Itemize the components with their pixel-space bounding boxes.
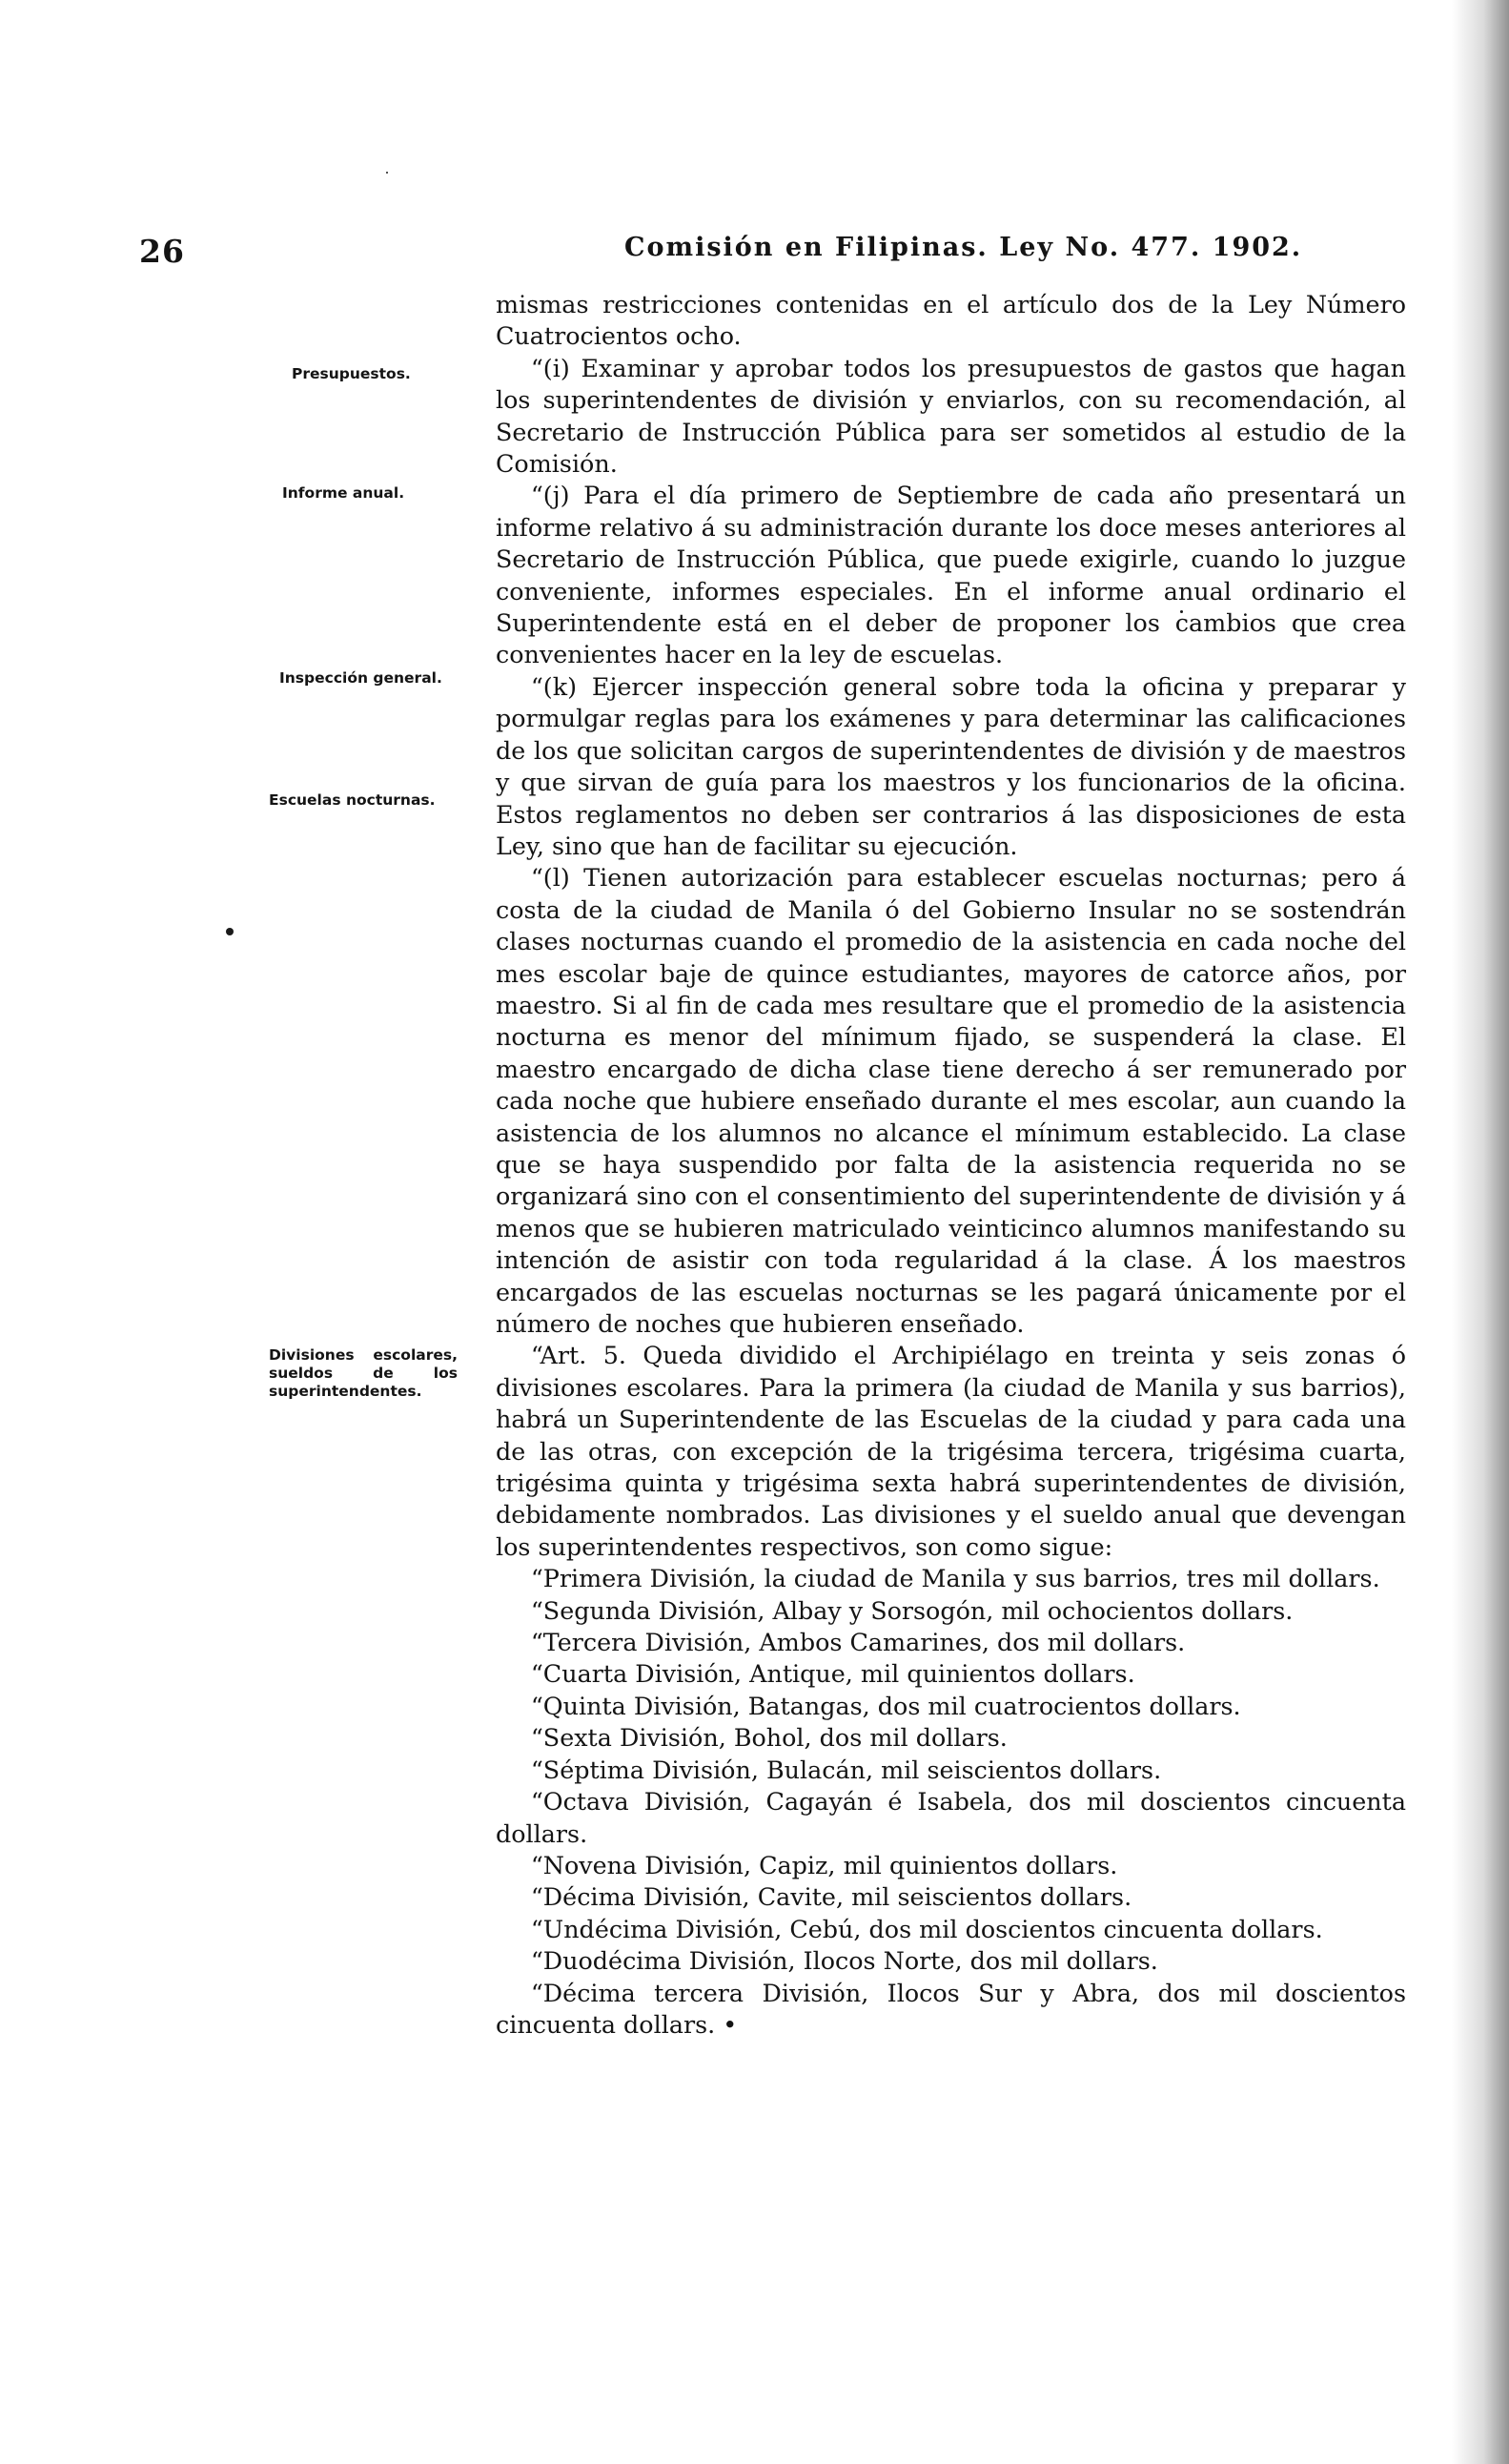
division-entry: “Primera División, la ciudad de Manila y sus barrios, tres mil dollars. (530, 1564, 1380, 1593)
division-entry: “Tercera División, Ambos Camarines, dos mil dollars. (530, 1628, 1186, 1657)
division-entry: “Octava División, Cagayán é Isabela, dos mil doscientos cincuenta dollars. (496, 1787, 1406, 1848)
running-head: Comisión en Filipinas. Ley No. 477. 1902. (624, 233, 1303, 262)
margin-note-divisiones-escolares: Divisiones escolares, sueldos de los superintendentes. (269, 1346, 458, 1400)
division-entry: “Undécima División, Cebú, dos mil doscientos cincuenta dollars. (530, 1914, 1323, 1943)
division-entry: “Sexta División, Bohol, dos mil dollars. (530, 1723, 1008, 1753)
paragraph-i: “(i) Examinar y aprobar todos los presupuestos de gastos que hagan los superintendentes de división y enviarlos, con su recomendación, al Secretario de Instrucción Pública para ser sometidos al estudio de la Comisión. (496, 353, 1406, 479)
paragraph-j: “(j) Para el día primero de Septiembre de cada año presentará un informe relativo á su administración durante los doce meses anteriores al Secretario de Instrucción Pública, que puede exigirle, cuando lo juzgue conveniente, informes especiales. En el informe anual ordinario el Superintendente está en el deber de proponer los cambios que crea convenientes hacer en la ley de escuelas. (496, 481, 1406, 669)
print-speck (386, 172, 388, 174)
paragraph-l: “(l) Tienen autorización para establecer escuelas nocturnas; pero á costa de la ciudad de Manila ó del Gobierno Insular no se sostendrán clases nocturnas cuando el promedio de la asistencia en cada noche del mes escolar baje de quince estudiantes, mayores de catorce años, por maestro. Si al fin de cada mes resultare que el promedio de la asistencia nocturna es menor del mínimum fijado, se suspenderá la clase. El maestro encargado de dicha clase tiene derecho á ser remunerado por cada noche que hubiere enseñado durante el mes escolar, aun cuando la asistencia de los alumnos no alcance el mínimum establecido. La clase que se haya suspendido por falta de la asistencia requerida no se organizará sino con el consentimiento del superintendente de división y á menos que se hubieren matriculado veinticinco alumnos manifestando su intención de asistir con toda regularidad á la clase. Á los maestros encargados de las escuelas nocturnas se les pagará únicamente por el número de noches que hubieren enseñado. (496, 863, 1406, 1338)
margin-note-presupuestos: Presupuestos. (292, 365, 411, 382)
division-entry: “Segunda División, Albay y Sorsogón, mil ochocientos dollars. (530, 1595, 1294, 1625)
margin-note-escuelas-nocturnas: Escuelas nocturnas. (269, 791, 436, 809)
paragraph-art-5: “Art. 5. Queda dividido el Archipiélago en treinta y seis zonas ó divisiones escolares. Para la primera (la ciudad de Manila y sus barrios), habrá un Superintendente de las Escuelas de la ciudad y para cada una de las otras, con excepción de la trigésima tercera, trigésima cuarta, trigésima quinta y trigésima sexta habrá superintendentes de división, debidamente nombrados. Las divisiones y el sueldo anual que devengan los superintendentes respectivos, son como sigue: (496, 1341, 1406, 1561)
body-text (496, 289, 1406, 2041)
page-number: 26 (139, 233, 185, 270)
division-entry: “Séptima División, Bulacán, mil seiscientos dollars. (530, 1755, 1162, 1784)
paragraph-k: “(k) Ejercer inspección general sobre toda la oficina y preparar y pormulgar reglas para los exámenes y para determinar las calificaciones de los que solicitan cargos de superintendentes de división y de maestros y que sirvan de guía para los maestros y los funcionarios de la oficina. Estos reglamentos no deben ser contrarios á las disposiciones de esta Ley, sino que han de facilitar su ejecución. (496, 671, 1406, 860)
print-speck (226, 928, 234, 935)
margin-note-inspeccion-general: Inspección general. (279, 669, 442, 687)
division-entry: “Novena División, Capiz, mil quinientos dollars. (530, 1850, 1118, 1879)
division-entry: “Duodécima División, Ilocos Norte, dos mil dollars. (530, 1946, 1158, 1976)
division-entry: “Cuarta División, Antique, mil quinientos dollars. (530, 1659, 1135, 1689)
margin-note-informe-anual: Informe anual. (282, 484, 405, 502)
division-entry: “Décima tercera División, Ilocos Sur y Abra, dos mil doscientos cincuenta dollars. • (496, 1978, 1406, 2039)
page-edge-shadow (1452, 0, 1509, 2464)
paragraph-continuation: mismas restricciones contenidas en el artículo dos de la Ley Número Cuatrocientos ocho. (496, 290, 1406, 351)
division-entry: “Décima División, Cavite, mil seiscientos dollars. (530, 1882, 1132, 1912)
division-entry: “Quinta División, Batangas, dos mil cuatrocientos dollars. (530, 1691, 1241, 1720)
